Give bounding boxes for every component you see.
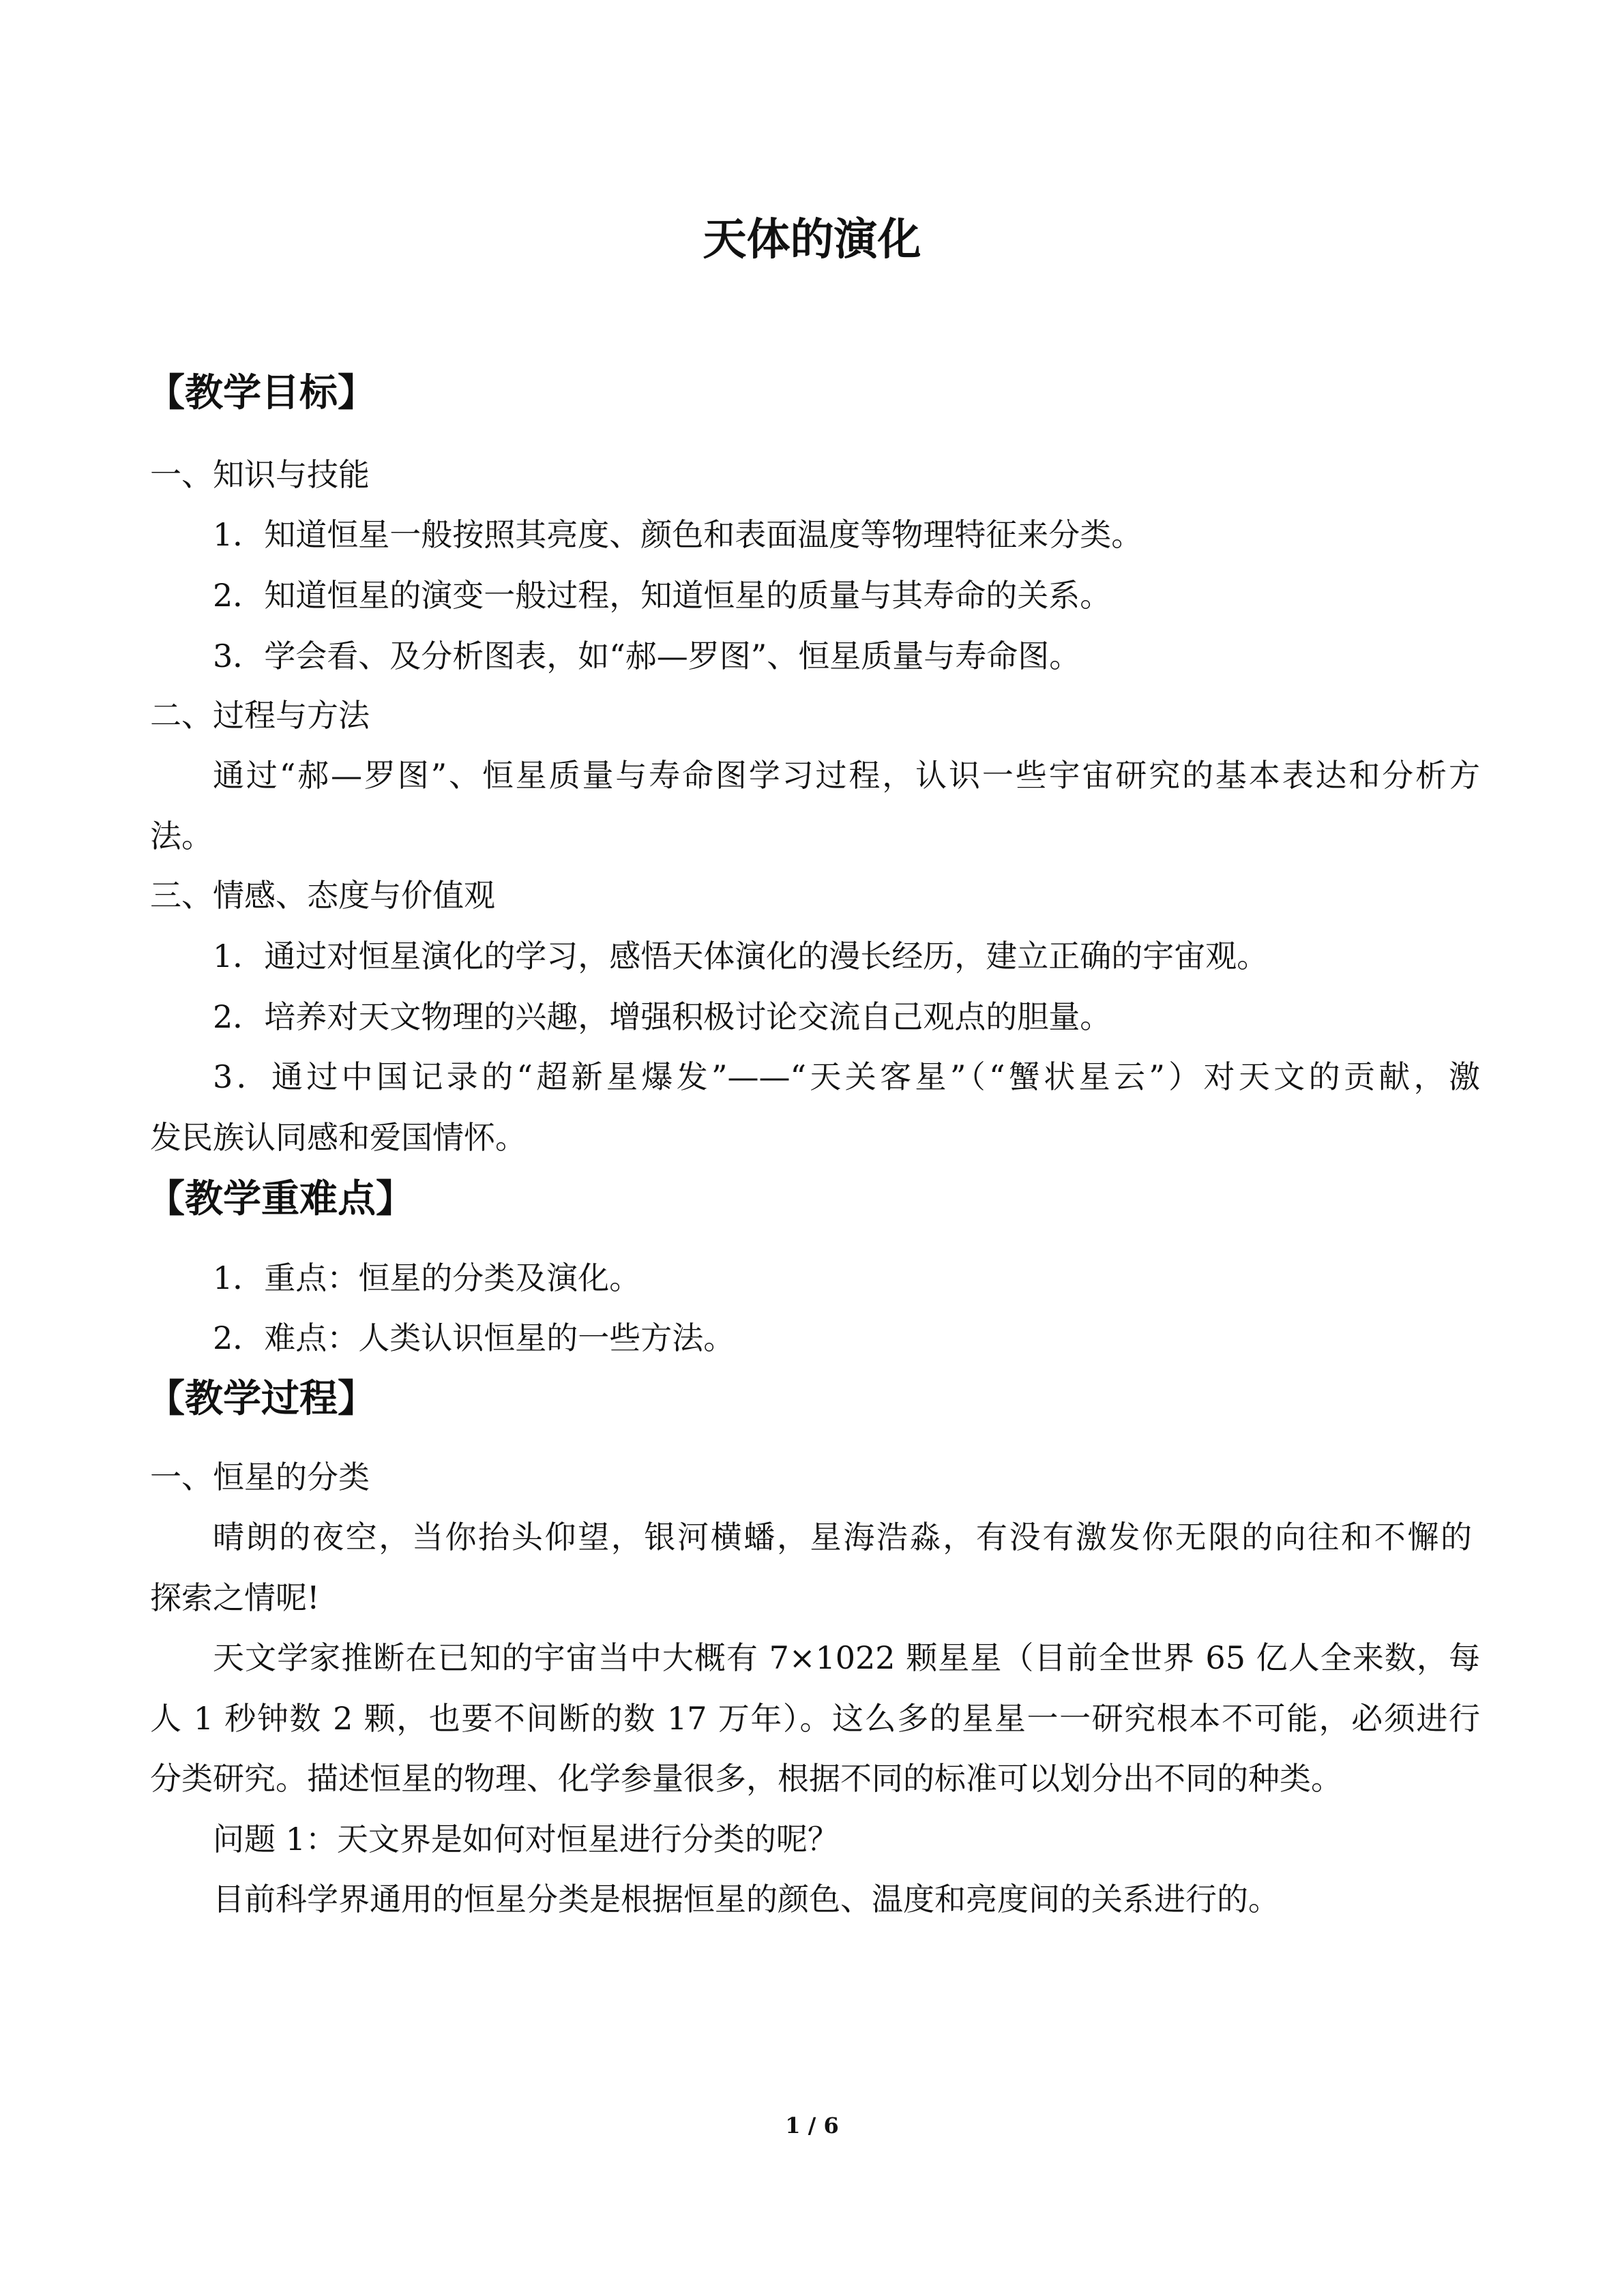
paragraph-line: 发民族认同感和爱国情怀。	[150, 1119, 527, 1156]
section-heading-process: 【教学过程】	[147, 1377, 376, 1421]
key-point-item: 1．重点：恒星的分类及演化。	[213, 1259, 641, 1296]
subheading-knowledge-skills: 一、知识与技能	[150, 456, 370, 493]
subheading-emotion-values: 三、情感、态度与价值观	[150, 877, 495, 914]
objective-item: 3．通过中国记录的“超新星爆发”——“天关客星”（“蟹状星云”）对天文的贡献，激	[213, 1058, 1480, 1095]
paragraph-line: 目前科学界通用的恒星分类是根据恒星的颜色、温度和亮度间的关系进行的。	[213, 1881, 1280, 1918]
paragraph-line: 晴朗的夜空，当你抬头仰望，银河横蟠，星海浩淼，有没有激发你无限的向往和不懈的	[213, 1519, 1472, 1555]
section-heading-objectives: 【教学目标】	[147, 371, 376, 415]
subheading-star-classification: 一、恒星的分类	[150, 1459, 370, 1495]
paragraph-line: 分类研究。描述恒星的物理、化学参量很多，根据不同的标准可以划分出不同的种类。	[150, 1760, 1342, 1797]
paragraph-line: 探索之情呢!	[150, 1579, 320, 1616]
page-number: 1 / 6	[785, 2113, 839, 2138]
objective-item: 1．通过对恒星演化的学习，感悟天体演化的漫长经历，建立正确的宇宙观。	[213, 938, 1269, 974]
objective-item: 1．知道恒星一般按照其亮度、颜色和表面温度等物理特征来分类。	[213, 516, 1143, 553]
question-line: 问题 1：天文界是如何对恒星进行分类的呢？	[213, 1821, 839, 1858]
document-title: 天体的演化	[703, 215, 921, 265]
paragraph-line: 天文学家推断在已知的宇宙当中大概有 7×1022 颗星星（目前全世界 65 亿人全来数，每	[213, 1639, 1480, 1676]
paragraph-line: 法。	[150, 818, 213, 854]
section-heading-key-points: 【教学重难点】	[147, 1177, 414, 1221]
subheading-process-methods: 二、过程与方法	[150, 697, 370, 734]
paragraph-line: 通过“郝—罗图”、恒星质量与寿命图学习过程，认识一些宇宙研究的基本表达和分析方	[213, 757, 1480, 794]
objective-item: 2．知道恒星的演变一般过程，知道恒星的质量与其寿命的关系。	[213, 577, 1112, 614]
objective-item: 2．培养对天文物理的兴趣，增强积极讨论交流自己观点的胆量。	[213, 998, 1112, 1035]
paragraph-line: 人 1 秒钟数 2 颗，也要不间断的数 17 万年）。这么多的星星一一研究根本不可能，必须进行	[150, 1700, 1480, 1737]
objective-item: 3．学会看、及分析图表，如“郝—罗图”、恒星质量与寿命图。	[213, 638, 1081, 674]
key-point-item: 2．难点：人类认识恒星的一些方法。	[213, 1320, 735, 1356]
